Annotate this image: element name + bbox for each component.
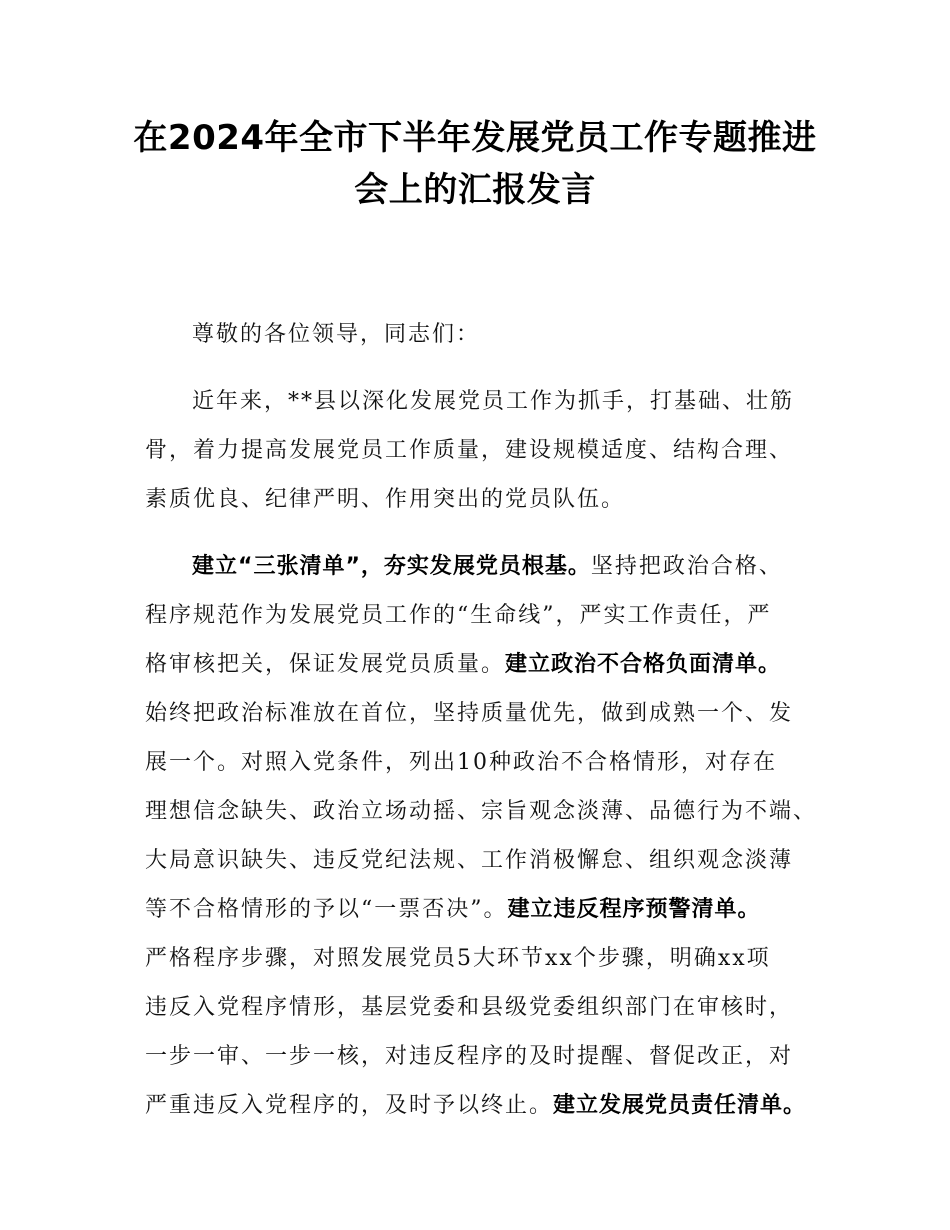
intro-line-3: 素质优良、纪律严明、作用突出的党员队伍。 xyxy=(145,487,626,512)
title-line-1: 在2024年全市下半年发展党员工作专题推进 xyxy=(133,118,817,158)
salutation-paragraph xyxy=(145,310,835,359)
section-line-5: 展一个。对照入党条件，列出10种政治不合格情形，对存在 xyxy=(145,750,777,775)
salutation: 尊敬的各位领导，同志们： xyxy=(192,322,481,347)
subheading-negative-list: 建立政治不合格负面清单。 xyxy=(505,652,782,677)
section-line-1 xyxy=(145,542,835,591)
paragraph-gap xyxy=(145,359,835,377)
section-line-3-text: 格审核把关，保证发展党员质量。 xyxy=(145,652,506,677)
intro-paragraph xyxy=(145,377,835,524)
section-line-12 xyxy=(145,1081,835,1130)
section-paragraph xyxy=(145,542,835,1130)
paragraph-gap xyxy=(145,524,835,542)
section-heading: 建立“三张清单”，夯实发展党员根基。 xyxy=(192,554,591,579)
document-body xyxy=(145,310,835,1130)
section-line-4: 始终把政治标准放在首位，坚持质量优先，做到成熟一个、发 xyxy=(145,701,794,726)
section-line-1-text: 坚持把政治合格、 xyxy=(590,554,783,579)
subheading-warning-list: 建立违反程序预警清单。 xyxy=(507,897,761,922)
section-line-8-text: 等不合格情形的予以“一票否决”。 xyxy=(145,897,508,922)
section-line-8 xyxy=(145,885,835,934)
section-line-7: 大局意识缺失、违反党纪法规、工作消极懈怠、组织观念淡薄 xyxy=(145,848,794,873)
section-line-12-text: 严重违反入党程序的，及时予以终止。 xyxy=(145,1093,554,1118)
intro-line-2: 骨，着力提高发展党员工作质量，建设规模适度、结构合理、 xyxy=(145,438,794,463)
subheading-responsibility-list: 建立发展党员责任清单。 xyxy=(553,1093,807,1118)
intro-line-1: 近年来，**县以深化发展党员工作为抓手，打基础、壮筋 xyxy=(192,389,795,414)
section-line-6: 理想信念缺失、政治立场动摇、宗旨观念淡薄、品德行为不端、 xyxy=(145,799,818,824)
section-line-9: 严格程序步骤，对照发展党员5大环节xx个步骤，明确xx项 xyxy=(145,946,771,971)
section-line-2: 程序规范作为发展党员工作的“生命线”，严实工作责任，严 xyxy=(145,603,772,628)
title-line-2: 会上的汇报发言 xyxy=(354,170,596,210)
section-line-10: 违反入党程序情形，基层党委和县级党委组织部门在审核时， xyxy=(145,995,794,1020)
section-line-3 xyxy=(145,640,835,689)
document-title xyxy=(0,112,950,216)
section-line-11: 一步一审、一步一核，对违反程序的及时提醒、督促改正，对 xyxy=(145,1044,794,1069)
